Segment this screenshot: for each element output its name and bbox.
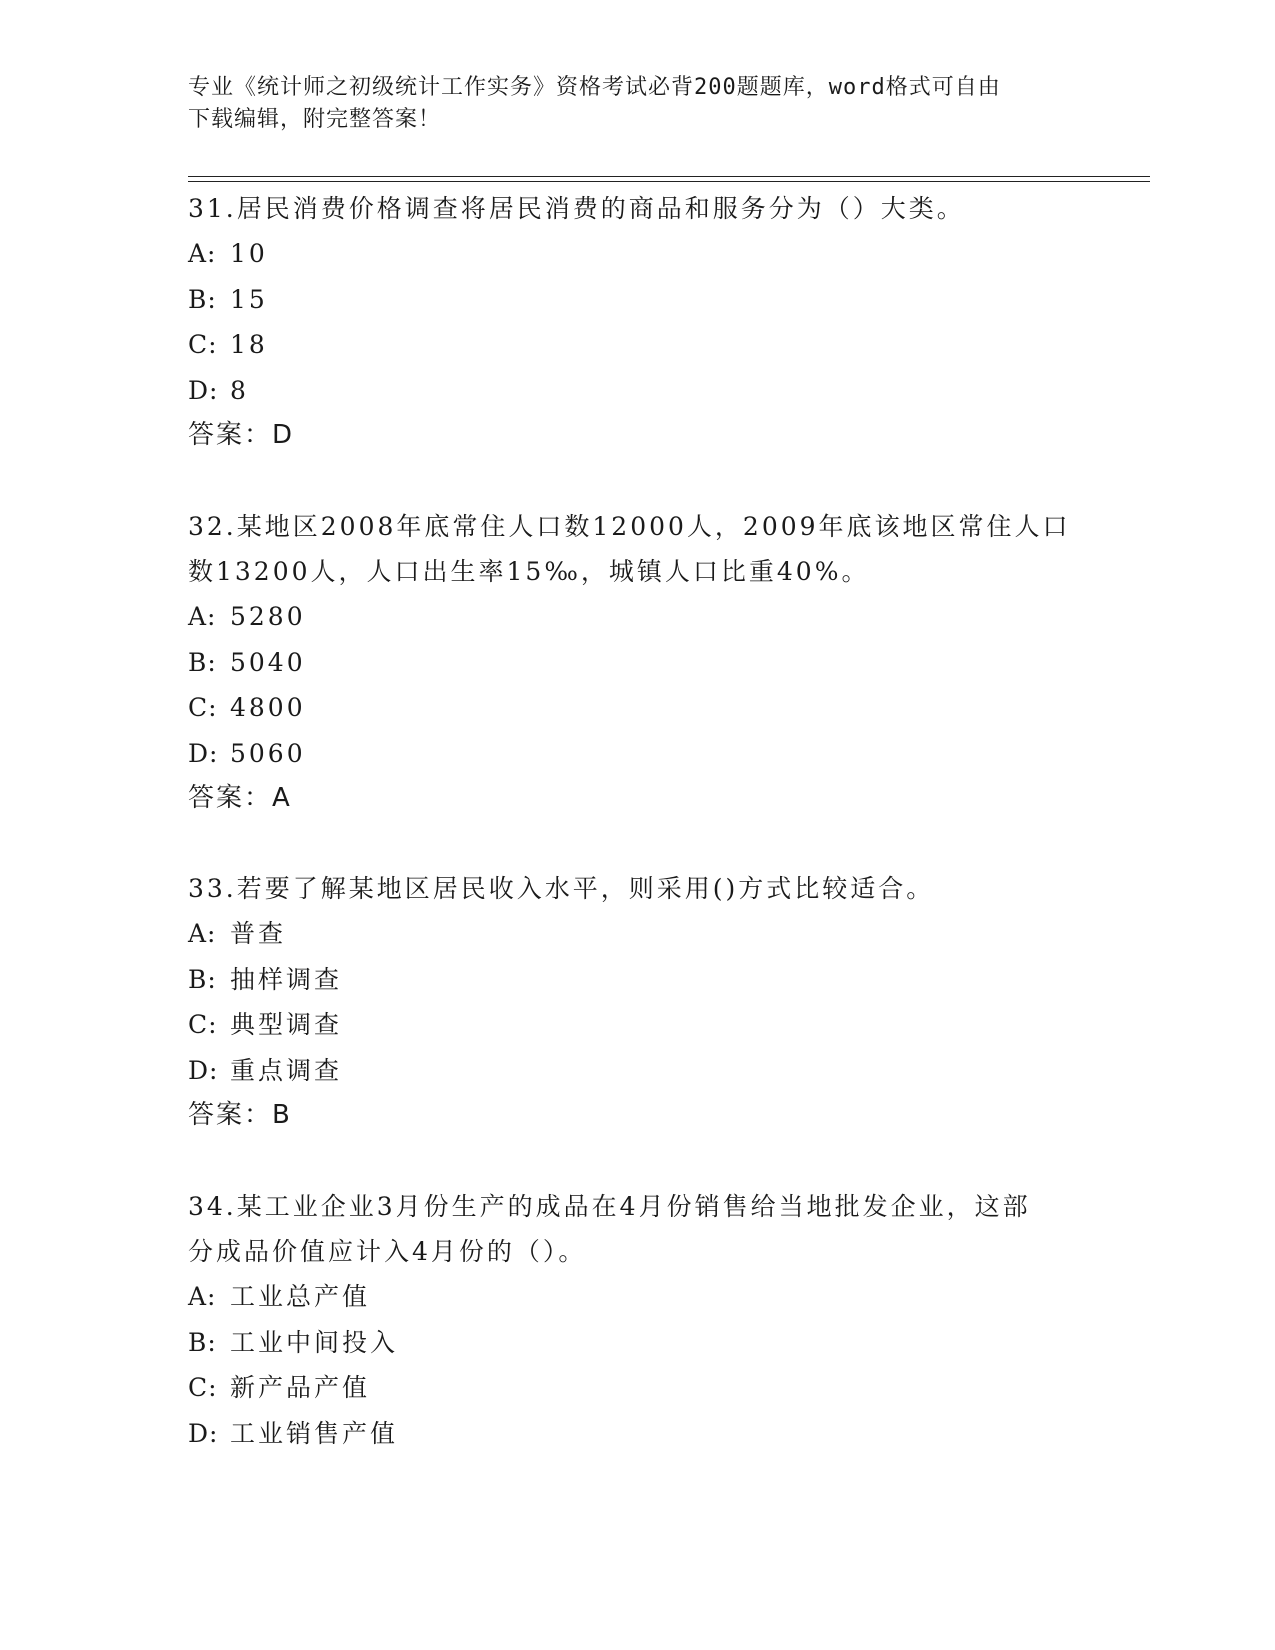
option-c <box>188 322 965 368</box>
option-letter: A: <box>188 602 217 631</box>
option-text: 4800 <box>230 693 306 722</box>
option-text: 抽样调查 <box>230 964 343 994</box>
option-d <box>188 731 1071 777</box>
question-34 <box>188 1184 1031 1456</box>
option-letter: A: <box>188 239 217 268</box>
option-letter: B: <box>188 1327 217 1357</box>
option-text: 15 <box>230 284 268 314</box>
option-text: 典型调查 <box>230 1010 343 1039</box>
answer: 答案：A <box>188 783 292 813</box>
question-stem-cont: 分成品价值应计入4月份的（）。 <box>188 1237 587 1266</box>
option-letter: B: <box>188 964 217 994</box>
option-text: 普查 <box>230 919 287 948</box>
option-a <box>188 1274 1031 1320</box>
question-32 <box>188 504 1071 821</box>
option-text: 10 <box>230 239 268 268</box>
option-text: 工业中间投入 <box>230 1327 399 1357</box>
option-letter: D: <box>188 375 219 405</box>
option-a <box>188 231 965 277</box>
option-b <box>188 957 934 1003</box>
option-d <box>188 1048 934 1094</box>
option-letter: D: <box>188 738 219 768</box>
option-b <box>188 640 1071 686</box>
option-a <box>188 911 934 957</box>
option-text: 工业总产值 <box>230 1282 371 1311</box>
option-d <box>188 1411 1031 1457</box>
document-header <box>188 72 1068 136</box>
option-letter: B: <box>188 647 217 677</box>
option-text: 5280 <box>230 602 306 631</box>
question-stem: 33.若要了解某地区居民收入水平，则采用()方式比较适合。 <box>188 874 935 903</box>
question-stem: 31.居民消费价格调查将居民消费的商品和服务分为（）大类。 <box>188 194 965 223</box>
question-stem: 32.某地区2008年底常住人口数12000人，2009年底该地区常住人口 <box>188 512 1071 541</box>
option-c <box>188 1365 1031 1411</box>
option-letter: C: <box>188 1373 218 1402</box>
option-text: 8 <box>230 375 249 405</box>
question-stem: 34.某工业企业3月份生产的成品在4月份销售给当地批发企业，这部 <box>188 1192 1031 1221</box>
question-stem-cont: 数13200人，人口出生率15‰，城镇人口比重40%。 <box>188 557 870 586</box>
option-d <box>188 368 965 414</box>
option-letter: D: <box>188 1418 219 1448</box>
option-letter: B: <box>188 284 217 314</box>
option-b <box>188 1320 1031 1366</box>
option-text: 5040 <box>230 647 306 677</box>
question-31 <box>188 186 965 458</box>
option-b <box>188 277 965 323</box>
header-line-2: 下载编辑，附完整答案！ <box>188 107 442 132</box>
option-c <box>188 685 1071 731</box>
question-33 <box>188 866 934 1138</box>
option-text: 工业销售产值 <box>230 1418 399 1448</box>
option-text: 新产品产值 <box>230 1373 371 1402</box>
option-text: 重点调查 <box>230 1055 343 1085</box>
header-line-1: 专业《统计师之初级统计工作实务》资格考试必背200题题库，word格式可自由 <box>188 75 1001 100</box>
option-text: 5060 <box>230 738 306 768</box>
option-letter: D: <box>188 1055 219 1085</box>
header-rule-top <box>188 176 1150 177</box>
option-letter: A: <box>188 919 217 948</box>
answer: 答案：D <box>188 420 295 450</box>
option-letter: A: <box>188 1282 217 1311</box>
option-letter: C: <box>188 693 218 722</box>
option-c <box>188 1002 934 1048</box>
option-letter: C: <box>188 330 218 359</box>
header-rule-bottom <box>188 181 1150 182</box>
answer: 答案：B <box>188 1100 292 1130</box>
option-letter: C: <box>188 1010 218 1039</box>
option-text: 18 <box>230 330 268 359</box>
option-a <box>188 594 1071 640</box>
